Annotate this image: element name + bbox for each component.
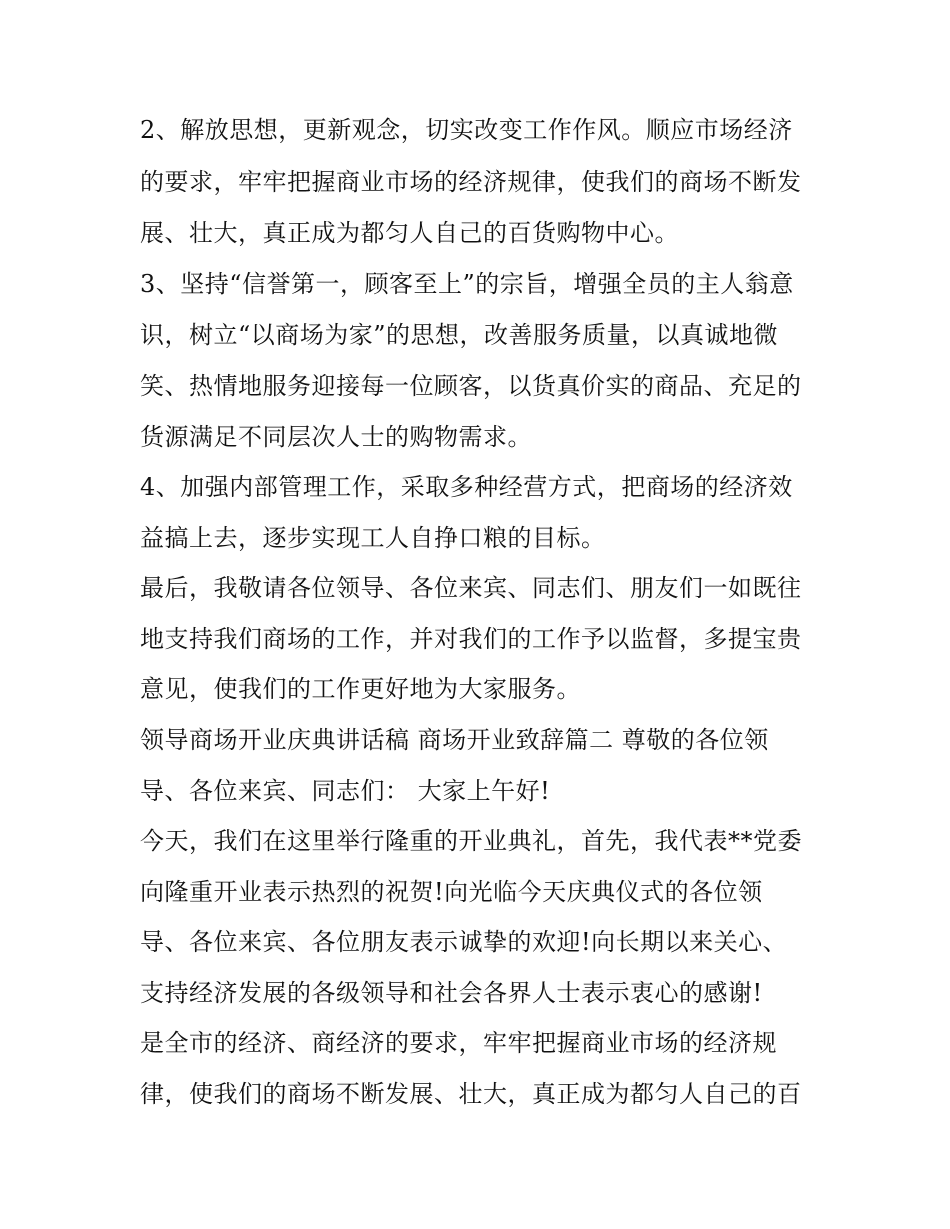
text-line: 4、加强内部管理工作，采取多种经营方式，把商场的经济效	[140, 473, 793, 501]
text-line: 领导商场开业庆典讲话稿 商场开业致辞篇二 尊敬的各位领	[140, 726, 769, 754]
text-line: 2、解放思想，更新观念，切实改变工作作风。顺应市场经济	[140, 116, 793, 144]
text-line: 支持经济发展的各级领导和社会各界人士表示衷心的感谢!	[140, 979, 763, 1007]
text-line: 益搞上去，逐步实现工人自挣口粮的目标。	[140, 524, 606, 552]
text-line: 笑、热情地服务迎接每一位顾客，以货真价实的商品、充足的	[140, 372, 802, 400]
text-line: 最后，我敬请各位领导、各位来宾、同志们、朋友们一如既往	[140, 574, 802, 602]
text-line: 律，使我们的商场不断发展、壮大，真正成为都匀人自己的百	[140, 1080, 802, 1108]
text-line: 向隆重开业表示热烈的祝贺!向光临今天庆典仪式的各位领	[140, 878, 763, 906]
text-line: 今天，我们在这里举行隆重的开业典礼，首先，我代表**党委	[140, 827, 802, 855]
text-line: 意见，使我们的工作更好地为大家服务。	[140, 675, 581, 703]
text-line: 的要求，牢牢把握商业市场的经济规律，使我们的商场不断发	[140, 168, 802, 196]
text-line: 货源满足不同层次人士的购物需求。	[140, 423, 532, 451]
text-line: 展、壮大，真正成为都匀人自己的百货购物中心。	[140, 219, 679, 247]
text-line: 是全市的经济、商经济的要求，牢牢把握商业市场的经济规	[140, 1029, 777, 1057]
text-line: 识，树立“以商场为家”的思想，改善服务质量，以真诚地微	[140, 321, 779, 349]
text-line: 导、各位来宾、同志们： 大家上午好!	[140, 777, 551, 805]
text-line: 地支持我们商场的工作，并对我们的工作予以监督，多提宝贵	[140, 625, 802, 653]
text-line: 导、各位来宾、各位朋友表示诚挚的欢迎!向长期以来关心、	[140, 928, 788, 956]
text-line: 3、坚持“信誉第一，顾客至上”的宗旨，增强全员的主人翁意	[140, 270, 794, 298]
